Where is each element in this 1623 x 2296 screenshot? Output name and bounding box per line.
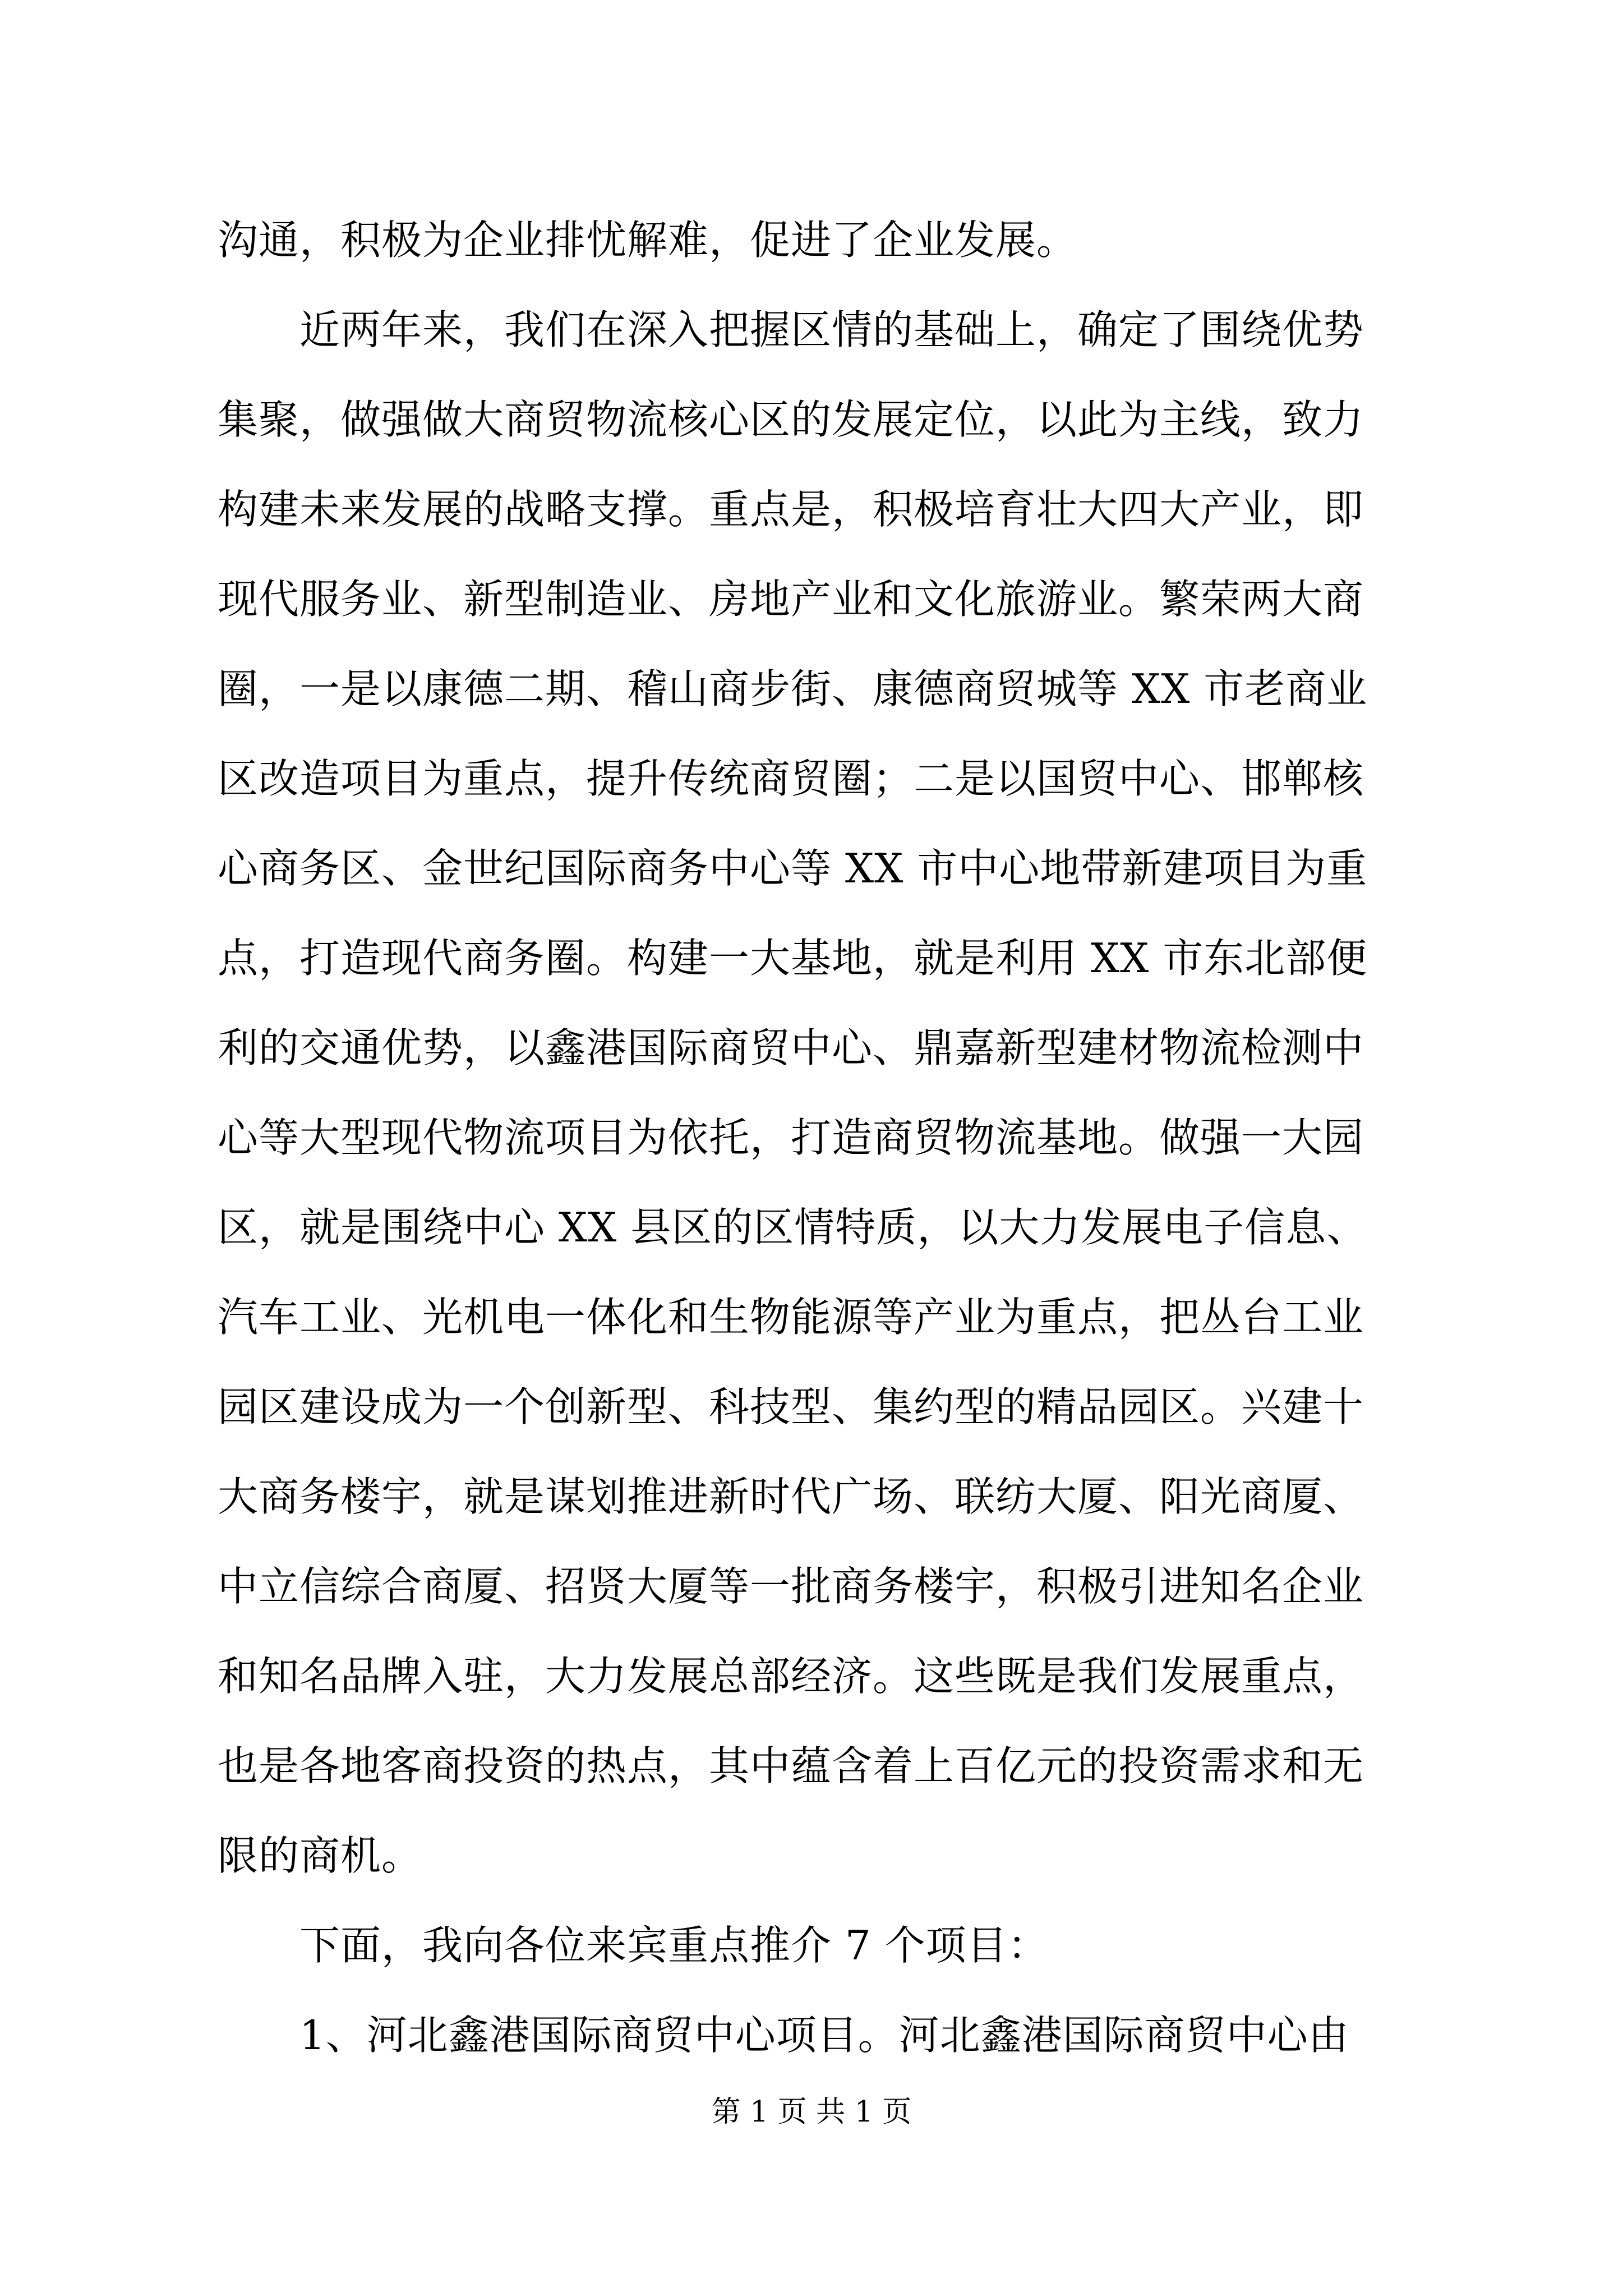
text-line: 近两年来，我们在深入把握区情的基础上，确定了围绕优势: [218, 306, 1364, 353]
text-line: 1、河北鑫港国际商贸中心项目。河北鑫港国际商贸中心由: [218, 2012, 1349, 2059]
text-line: 汽车工业、光机电一体化和生物能源等产业为重点，把丛台工业: [218, 1294, 1364, 1341]
text-line: 园区建设成为一个创新型、科技型、集约型的精品园区。兴建十: [218, 1383, 1364, 1430]
text-line: 心等大型现代物流项目为依托，打造商贸物流基地。做强一大园: [218, 1114, 1364, 1161]
text-line: 区改造项目为重点，提升传统商贸圈；二是以国贸中心、邯郸核: [218, 755, 1364, 802]
text-line: 也是各地客商投资的热点，其中蕴含着上百亿元的投资需求和无: [218, 1742, 1364, 1789]
text-line: 利的交通优势，以鑫港国际商贸中心、鼎嘉新型建材物流检测中: [218, 1024, 1364, 1071]
text-line: 下面，我向各位来宾重点推介 7 个项目：: [218, 1922, 1049, 1969]
text-line: 限的商机。: [218, 1832, 423, 1879]
text-line: 集聚，做强做大商贸物流核心区的发展定位，以此为主线，致力: [218, 396, 1364, 443]
text-line: 点，打造现代商务圈。构建一大基地，就是利用 XX 市东北部便: [218, 935, 1368, 982]
text-line: 和知名品牌入驻，大力发展总部经济。这些既是我们发展重点，: [218, 1653, 1364, 1700]
text-line: 圈，一是以康德二期、稽山商步街、康德商贸城等 XX 市老商业: [218, 665, 1368, 712]
text-line: 构建未来发展的战略支撑。重点是，积极培育壮大四大产业，即: [218, 486, 1364, 533]
text-line: 沟通，积极为企业排忧解难，促进了企业发展。: [218, 217, 1078, 264]
text-line: 区，就是围绕中心 XX 县区的区情特质，以大力发展电子信息、: [218, 1204, 1368, 1251]
text-line: 现代服务业、新型制造业、房地产业和文化旅游业。繁荣两大商: [218, 576, 1364, 623]
text-line: 心商务区、金世纪国际商务中心等 XX 市中心地带新建项目为重: [218, 845, 1368, 892]
page-number-footer: 第 1 页 共 1 页: [711, 2095, 912, 2129]
text-line: 大商务楼宇，就是谋划推进新时代广场、联纺大厦、阳光商厦、: [218, 1473, 1364, 1520]
document-body: [218, 195, 1429, 2080]
text-line: 中立信综合商厦、招贤大厦等一批商务楼宇，积极引进知名企业: [218, 1563, 1364, 1610]
